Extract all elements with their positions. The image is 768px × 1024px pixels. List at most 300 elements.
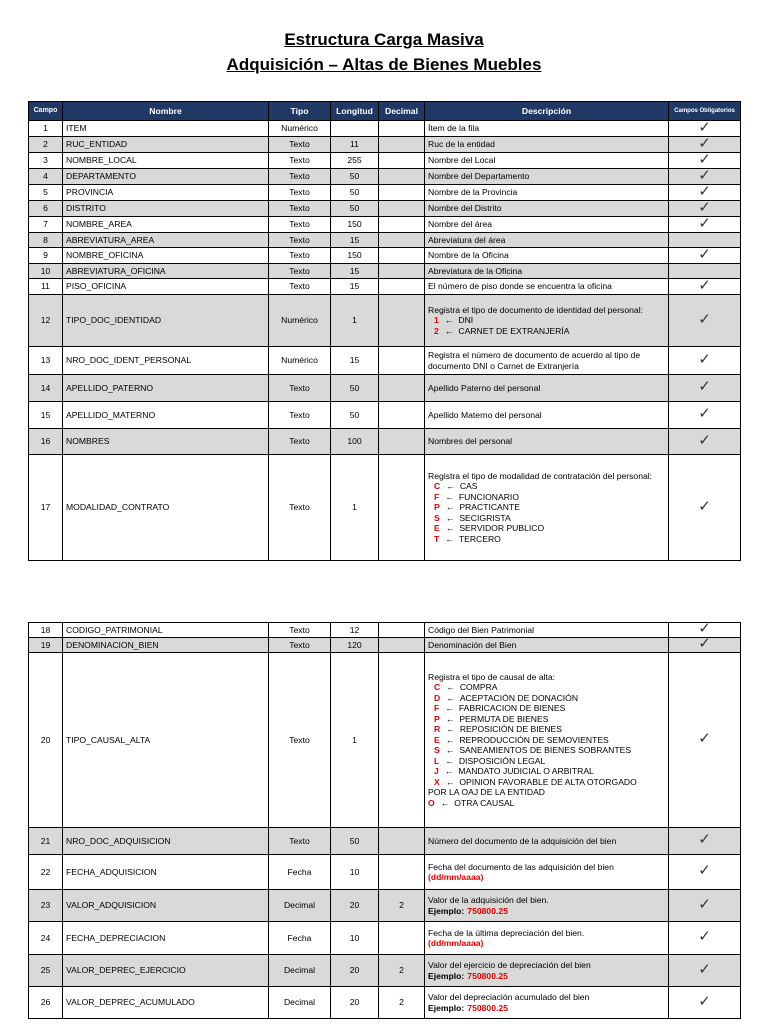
- field-description: [425, 264, 669, 279]
- description-text: Registra el tipo de causal de alta:: [428, 671, 556, 682]
- description-text: Abreviatura del área: [428, 234, 506, 245]
- field-name: CODIGO_PATRIMONIAL: [63, 623, 269, 638]
- table-row: [29, 279, 741, 295]
- table-row: [29, 169, 741, 185]
- header-nombre: Nombre: [63, 102, 269, 121]
- header-tipo: Tipo: [269, 102, 331, 121]
- field-type: Texto: [269, 217, 331, 233]
- arrow-icon: ←: [446, 724, 455, 735]
- field-length: 100: [331, 429, 379, 455]
- field-decimal: [379, 402, 425, 429]
- code-line: [428, 523, 665, 534]
- code-line: [428, 492, 665, 503]
- table-row: [29, 890, 741, 922]
- field-length: 15: [331, 264, 379, 279]
- field-type: Texto: [269, 375, 331, 402]
- field-description: [425, 922, 669, 955]
- field-type: Texto: [269, 429, 331, 455]
- code-value: C: [434, 481, 441, 492]
- field-number: 2: [29, 137, 63, 153]
- table-row: [29, 248, 741, 264]
- field-length: 1: [331, 455, 379, 561]
- arrow-icon: ←: [444, 766, 454, 777]
- arrow-icon: ←: [445, 755, 454, 766]
- field-type: Texto: [269, 185, 331, 201]
- code-line: [428, 766, 665, 777]
- field-length: 15: [331, 279, 379, 295]
- table-row: [29, 623, 741, 638]
- code-line: [428, 513, 665, 524]
- arrow-icon: ←: [445, 745, 455, 756]
- code-value: F: [434, 703, 440, 714]
- description-text: Registra el tipo de modalidad de contratación del personal:: [428, 470, 653, 481]
- field-type: Texto: [269, 137, 331, 153]
- field-length: 50: [331, 375, 379, 402]
- field-length: 150: [331, 248, 379, 264]
- field-type: Texto: [269, 638, 331, 653]
- required-cell: [669, 638, 741, 653]
- field-decimal: [379, 653, 425, 828]
- field-name: TIPO_DOC_IDENTIDAD: [63, 295, 269, 347]
- description-text: Código del Bien Patrimonial: [428, 624, 535, 635]
- example-label: Ejemplo:: [428, 1002, 465, 1013]
- field-decimal: 2: [379, 890, 425, 922]
- code-label: MANDATO JUDICIAL O ARBITRAL: [458, 766, 594, 777]
- code-label: DISPOSICIÓN LEGAL: [458, 755, 546, 766]
- table-row: [29, 217, 741, 233]
- field-name: ABREVIATURA_OFICINA: [63, 264, 269, 279]
- field-decimal: [379, 623, 425, 638]
- checkmark-icon: ✓: [698, 992, 711, 1010]
- description-text: Registra el tipo de documento de identidad del personal:: [428, 304, 643, 315]
- field-description: [425, 623, 669, 638]
- field-decimal: 2: [379, 955, 425, 987]
- field-description: [425, 121, 669, 137]
- field-length: 120: [331, 638, 379, 653]
- field-description: [425, 169, 669, 185]
- description-text: Ruc de la entidad: [428, 139, 495, 150]
- table-row: [29, 185, 741, 201]
- required-cell: [669, 347, 741, 375]
- code-line: [428, 777, 665, 788]
- table-row: [29, 922, 741, 955]
- field-name: ABREVIATURA_AREA: [63, 233, 269, 248]
- required-cell: [669, 375, 741, 402]
- table-row: [29, 455, 741, 561]
- required-cell: [669, 264, 741, 279]
- arrow-icon: ←: [444, 325, 454, 336]
- arrow-icon: ←: [445, 703, 454, 714]
- arrow-icon: ←: [445, 491, 454, 502]
- field-type: Texto: [269, 455, 331, 561]
- field-description: [425, 855, 669, 890]
- table-row: [29, 153, 741, 169]
- field-description: [425, 828, 669, 855]
- field-number: 19: [29, 638, 63, 653]
- code-value: S: [434, 512, 440, 523]
- code-line: [428, 315, 665, 326]
- arrow-icon: ←: [445, 776, 455, 787]
- code-line: [428, 326, 665, 337]
- field-length: 150: [331, 217, 379, 233]
- field-description: [425, 217, 669, 233]
- checkmark-icon: ✓: [698, 310, 711, 328]
- field-description: [425, 375, 669, 402]
- code-label: PRACTICANTE: [459, 502, 520, 513]
- code-value: O: [428, 797, 435, 808]
- arrow-icon: ←: [446, 481, 455, 492]
- field-number: 13: [29, 347, 63, 375]
- code-line: [428, 534, 665, 545]
- header-longitud: Longitud: [331, 102, 379, 121]
- field-name: PROVINCIA: [63, 185, 269, 201]
- required-cell: [669, 185, 741, 201]
- code-label: ACEPTACIÓN DE DONACIÓN: [459, 692, 579, 703]
- field-length: 10: [331, 855, 379, 890]
- required-cell: [669, 279, 741, 295]
- description-text: Denominación del Bien: [428, 639, 517, 650]
- field-decimal: [379, 279, 425, 295]
- field-decimal: [379, 295, 425, 347]
- field-number: 10: [29, 264, 63, 279]
- code-value: P: [434, 502, 440, 513]
- table-row: [29, 429, 741, 455]
- description-text: Número del documento de la adquisición del bien: [428, 835, 617, 846]
- field-type: Fecha: [269, 922, 331, 955]
- example-label: Ejemplo:: [428, 970, 465, 981]
- checkmark-icon: ✓: [698, 405, 711, 423]
- field-decimal: [379, 347, 425, 375]
- code-line: [428, 745, 665, 756]
- code-line: [428, 756, 665, 767]
- required-cell: [669, 137, 741, 153]
- code-line: [428, 693, 665, 704]
- code-value: P: [434, 713, 440, 724]
- field-length: 12: [331, 623, 379, 638]
- code-label: REPRODUCCIÓN DE SEMOVIENTES: [459, 734, 609, 745]
- arrow-icon: ←: [445, 533, 454, 544]
- field-length: 11: [331, 137, 379, 153]
- field-decimal: [379, 264, 425, 279]
- field-length: 50: [331, 201, 379, 217]
- field-length: 15: [331, 347, 379, 375]
- field-length: 50: [331, 828, 379, 855]
- field-type: Numérico: [269, 295, 331, 347]
- field-type: Fecha: [269, 855, 331, 890]
- field-decimal: [379, 121, 425, 137]
- description-text: Nombre del Departamento: [428, 171, 530, 182]
- table-row: [29, 295, 741, 347]
- field-decimal: [379, 217, 425, 233]
- table-row: [29, 201, 741, 217]
- field-length: 50: [331, 185, 379, 201]
- field-type: Decimal: [269, 890, 331, 922]
- field-decimal: [379, 153, 425, 169]
- required-cell: [669, 922, 741, 955]
- field-number: 6: [29, 201, 63, 217]
- field-description: [425, 429, 669, 455]
- field-description: [425, 455, 669, 561]
- code-value: F: [434, 491, 440, 502]
- field-name: NRO_DOC_IDENT_PERSONAL: [63, 347, 269, 375]
- code-line: [428, 682, 665, 693]
- field-description: [425, 955, 669, 987]
- field-type: Numérico: [269, 347, 331, 375]
- field-name: DISTRITO: [63, 201, 269, 217]
- code-value: T: [434, 533, 440, 544]
- field-name: PISO_OFICINA: [63, 279, 269, 295]
- required-cell: [669, 623, 741, 638]
- field-description: [425, 279, 669, 295]
- required-cell: [669, 429, 741, 455]
- field-type: Numérico: [269, 121, 331, 137]
- arrow-icon: ←: [445, 713, 455, 724]
- field-number: 16: [29, 429, 63, 455]
- field-type: Texto: [269, 653, 331, 828]
- field-name: FECHA_DEPRECIACION: [63, 922, 269, 955]
- description-text: Nombre del área: [428, 219, 493, 230]
- code-label: SANEAMIENTOS DE BIENES SOBRANTES: [459, 745, 632, 756]
- table-row: [29, 828, 741, 855]
- header-obligatorios: Campos Obligatorios: [669, 102, 741, 121]
- code-label: CARNET DE EXTRANJERÍA: [458, 325, 570, 336]
- field-name: NOMBRE_LOCAL: [63, 153, 269, 169]
- code-value: L: [434, 755, 440, 766]
- table-row: [29, 121, 741, 137]
- code-value: D: [434, 692, 441, 703]
- header-decimal: Decimal: [379, 102, 425, 121]
- description-text: Nombres del personal: [428, 436, 513, 447]
- required-cell: [669, 402, 741, 429]
- field-decimal: [379, 455, 425, 561]
- field-description: [425, 233, 669, 248]
- field-number: 15: [29, 402, 63, 429]
- date-format: (dd/mm/aaaa): [428, 938, 484, 948]
- table-row: [29, 855, 741, 890]
- code-label: OPINION FAVORABLE DE ALTA OTORGADO: [459, 776, 637, 787]
- page-subtitle: Adquisición – Altas de Bienes Muebles: [226, 55, 542, 74]
- checkmark-icon: ✓: [698, 120, 711, 136]
- required-cell: [669, 248, 741, 264]
- field-name: APELLIDO_PATERNO: [63, 375, 269, 402]
- fields-table-2: [28, 622, 741, 1019]
- field-name: VALOR_DEPREC_ACUMULADO: [63, 987, 269, 1019]
- field-length: 15: [331, 233, 379, 248]
- checkmark-icon: ✓: [698, 831, 711, 849]
- code-label: CAS: [459, 481, 478, 492]
- field-length: 255: [331, 153, 379, 169]
- field-type: Texto: [269, 233, 331, 248]
- code-value: S: [434, 745, 440, 756]
- required-cell: [669, 955, 741, 987]
- example-value: 750800.25: [467, 970, 508, 981]
- example-label: Ejemplo:: [428, 905, 465, 916]
- code-label: OTRA CAUSAL: [454, 797, 515, 808]
- code-value: C: [434, 682, 441, 693]
- code-label: COMPRA: [459, 682, 498, 693]
- date-format: (dd/mm/aaaa): [428, 872, 484, 882]
- code-value: E: [434, 523, 440, 534]
- field-number: 4: [29, 169, 63, 185]
- table-row: [29, 233, 741, 248]
- required-cell: [669, 828, 741, 855]
- field-number: 8: [29, 233, 63, 248]
- header-descripcion: Descripción: [425, 102, 669, 121]
- field-decimal: [379, 169, 425, 185]
- field-decimal: [379, 828, 425, 855]
- arrow-icon: ←: [445, 502, 455, 513]
- code-value: J: [434, 766, 439, 777]
- field-length: 20: [331, 987, 379, 1019]
- field-number: 5: [29, 185, 63, 201]
- field-description: [425, 653, 669, 828]
- field-number: 11: [29, 279, 63, 295]
- field-name: NOMBRE_AREA: [63, 217, 269, 233]
- checkmark-icon: ✓: [698, 895, 711, 913]
- field-description: [425, 987, 669, 1019]
- description-text: Nombre de la Provincia: [428, 187, 518, 198]
- code-label: SERVIDOR PUBLICO: [459, 523, 545, 534]
- field-description: [425, 890, 669, 922]
- code-line: [428, 798, 665, 809]
- checkmark-icon: ✓: [698, 216, 711, 232]
- required-cell: [669, 153, 741, 169]
- table-row: [29, 137, 741, 153]
- required-cell: [669, 169, 741, 185]
- table-row: [29, 955, 741, 987]
- field-type: Texto: [269, 169, 331, 185]
- field-number: 7: [29, 217, 63, 233]
- table-row: [29, 987, 741, 1019]
- field-number: 1: [29, 121, 63, 137]
- code-line: [428, 735, 665, 746]
- arrow-icon: ←: [445, 512, 455, 523]
- field-name: RUC_ENTIDAD: [63, 137, 269, 153]
- field-number: 21: [29, 828, 63, 855]
- code-line: [428, 714, 665, 725]
- description-text: Registra el número de documento de acuerdo al tipo de documento DNI o Carnet de Extranjería: [428, 350, 641, 371]
- description-text: Nombre de la Oficina: [428, 250, 509, 261]
- field-name: DENOMINACION_BIEN: [63, 638, 269, 653]
- field-type: Texto: [269, 248, 331, 264]
- description-text: Abreviatura de la Oficina: [428, 265, 523, 276]
- example-line: [428, 1003, 665, 1014]
- arrow-icon: ←: [446, 692, 455, 703]
- field-description: [425, 347, 669, 375]
- checkmark-icon: ✓: [698, 637, 711, 653]
- example-value: 750800.25: [467, 1002, 508, 1013]
- description-text: Apellido Materno del personal: [428, 409, 542, 420]
- field-name: TIPO_CAUSAL_ALTA: [63, 653, 269, 828]
- field-description: [425, 248, 669, 264]
- field-name: DEPARTAMENTO: [63, 169, 269, 185]
- required-cell: [669, 653, 741, 828]
- code-label: SECIGRISTA: [459, 512, 511, 523]
- arrow-icon: ←: [445, 734, 455, 745]
- field-number: 9: [29, 248, 63, 264]
- checkmark-icon: ✓: [698, 497, 711, 515]
- field-name: APELLIDO_MATERNO: [63, 402, 269, 429]
- field-name: VALOR_ADQUISICION: [63, 890, 269, 922]
- code-value: E: [434, 734, 440, 745]
- field-number: 20: [29, 653, 63, 828]
- arrow-icon: ←: [446, 682, 455, 693]
- field-type: Decimal: [269, 955, 331, 987]
- field-decimal: [379, 201, 425, 217]
- field-type: Texto: [269, 279, 331, 295]
- code-line: [428, 502, 665, 513]
- field-decimal: [379, 248, 425, 264]
- field-name: NRO_DOC_ADQUISICION: [63, 828, 269, 855]
- field-name: VALOR_DEPREC_EJERCICIO: [63, 955, 269, 987]
- code-value: R: [434, 724, 441, 735]
- description-text: Valor del ejercicio de depreciación del bien: [428, 960, 591, 970]
- required-cell: [669, 201, 741, 217]
- field-decimal: [379, 137, 425, 153]
- field-length: 10: [331, 922, 379, 955]
- table-row: [29, 264, 741, 279]
- field-number: 24: [29, 922, 63, 955]
- code-line: [428, 481, 665, 492]
- table-row: [29, 375, 741, 402]
- header-campo: Campo: [29, 102, 63, 121]
- field-decimal: [379, 429, 425, 455]
- field-description: [425, 153, 669, 169]
- required-cell: [669, 890, 741, 922]
- field-name: NOMBRES: [63, 429, 269, 455]
- table-row: [29, 653, 741, 828]
- field-type: Texto: [269, 153, 331, 169]
- checkmark-icon: ✓: [698, 622, 711, 638]
- required-cell: [669, 121, 741, 137]
- description-text: Valor del depreciación acumulado del bien: [428, 992, 590, 1002]
- code-value: 2: [434, 325, 439, 336]
- description-text: Nombre del Local: [428, 155, 496, 166]
- field-length: 20: [331, 955, 379, 987]
- example-line: [428, 906, 665, 917]
- field-length: 50: [331, 402, 379, 429]
- field-type: Texto: [269, 264, 331, 279]
- description-text: Apellido Paterno del personal: [428, 382, 541, 393]
- field-name: MODALIDAD_CONTRATO: [63, 455, 269, 561]
- arrow-icon: ←: [444, 315, 454, 326]
- table-row: [29, 347, 741, 375]
- checkmark-icon: ✓: [698, 862, 711, 880]
- field-number: 3: [29, 153, 63, 169]
- page-title: Estructura Carga Masiva: [284, 30, 484, 49]
- required-cell: [669, 217, 741, 233]
- description-text: Ítem de la fila: [428, 123, 480, 134]
- field-description: [425, 185, 669, 201]
- example-value: 750800.25: [467, 905, 508, 916]
- description-text: Valor de la adquisición del bien.: [428, 895, 549, 905]
- field-name: FECHA_ADQUISICION: [63, 855, 269, 890]
- field-number: 14: [29, 375, 63, 402]
- field-description: [425, 295, 669, 347]
- field-number: 25: [29, 955, 63, 987]
- code-label: TERCERO: [458, 533, 501, 544]
- checkmark-icon: ✓: [698, 350, 711, 368]
- code-label: PERMUTA DE BIENES: [459, 713, 549, 724]
- field-decimal: [379, 233, 425, 248]
- field-number: 18: [29, 623, 63, 638]
- table-row: [29, 402, 741, 429]
- field-number: 12: [29, 295, 63, 347]
- description-continuation: POR LA OAJ DE LA ENTIDAD: [428, 787, 546, 798]
- field-type: Decimal: [269, 987, 331, 1019]
- required-cell: [669, 233, 741, 248]
- field-decimal: [379, 375, 425, 402]
